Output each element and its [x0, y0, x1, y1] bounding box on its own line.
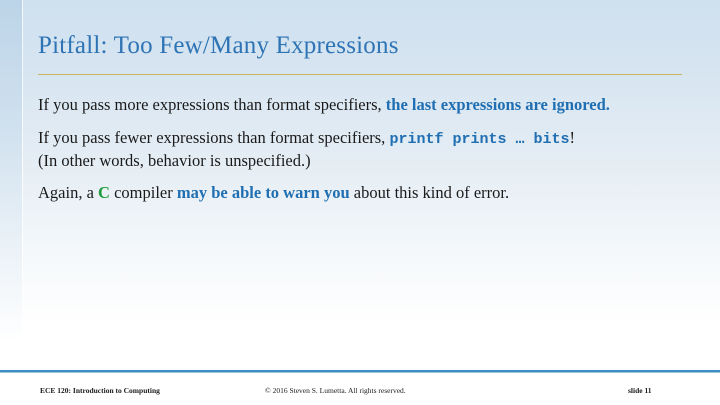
- footer-slide-number: slide 11: [628, 386, 652, 395]
- paragraph-fewer-expressions-text: If you pass fewer expressions than format specifiers,: [38, 127, 390, 147]
- footer-copyright: © 2016 Steven S. Lumetta. All rights reserved.: [265, 386, 406, 395]
- paragraph-fewer-expressions-code: printf prints … bits: [389, 130, 570, 148]
- paragraph-fewer-expressions-bang: !: [569, 127, 575, 147]
- paragraph-more-expressions-emphasis: the last expressions are ignored.: [385, 95, 610, 114]
- paragraph-more-expressions-text: If you pass more expressions than format specifiers,: [38, 95, 386, 114]
- footer-divider-secondary: [0, 372, 720, 373]
- paragraph-compiler-warning-emphasis: may be able to warn you: [176, 183, 350, 203]
- slide-footer: [0, 382, 720, 405]
- paragraph-compiler-warning-text-1: Again, a: [38, 183, 99, 203]
- slide-left-edge-decoration: [0, 0, 22, 405]
- paragraph-fewer-expressions: [38, 127, 658, 172]
- paragraph-unspecified-behavior: (In other words, behavior is unspecified.): [38, 150, 311, 170]
- paragraph-compiler-warning-text-3: about this kind of error.: [349, 183, 510, 203]
- footer-course-label: ECE 120: Introduction to Computing: [40, 386, 160, 395]
- slide-body: [38, 94, 658, 204]
- slide-left-edge-highlight: [22, 0, 23, 405]
- paragraph-language-c: C: [98, 183, 110, 203]
- paragraph-compiler-warning-text-2: compiler: [109, 183, 177, 203]
- slide-title: Pitfall: Too Few/Many Expressions: [38, 32, 399, 59]
- paragraph-compiler-warning: [38, 182, 658, 204]
- title-divider: [38, 74, 682, 75]
- paragraph-more-expressions: [38, 94, 658, 116]
